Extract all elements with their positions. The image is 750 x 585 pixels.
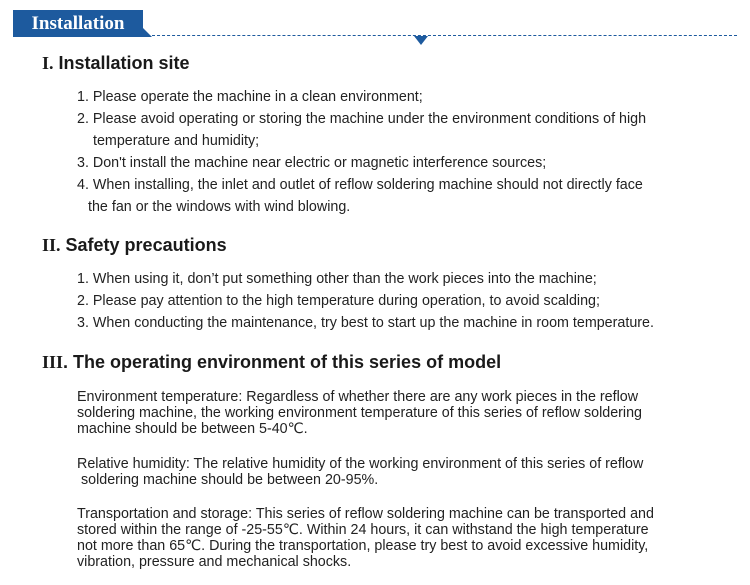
- section-header-bar: [0, 0, 750, 48]
- list-item: 3. Don't install the machine near electric or magnetic interference sources;: [77, 155, 547, 171]
- section-title-operating-environment: [42, 352, 501, 373]
- section-title-installation-site: [42, 53, 190, 74]
- installation-site-list: [77, 86, 646, 218]
- section-title-text: Installation site: [58, 53, 190, 73]
- section-number: I.: [42, 53, 54, 73]
- safety-precautions-list: [77, 268, 654, 334]
- relative-humidity-paragraph: Relative humidity: The relative humidity of the working environment of this series of reflow soldering machine should be between 20-95%.: [77, 456, 644, 488]
- installation-tab: Installation: [13, 10, 143, 37]
- tab-corner-decoration: [143, 28, 152, 37]
- section-title-text: Safety precautions: [65, 235, 227, 255]
- dashed-divider: [152, 35, 737, 36]
- list-item: 1. Please operate the machine in a clean environment;: [77, 89, 423, 105]
- list-item: 2. Please avoid operating or storing the machine under the environment conditions of high temperature and humidity;: [77, 111, 647, 149]
- section-number: III: [42, 352, 64, 372]
- transportation-storage-paragraph: Transportation and storage: This series of reflow soldering machine can be transported and stored within the range of -25-55℃. Within 24 hours, it can withstand the high temperature not more than 65℃. During the transportation, please try best to avoid excessive humidity, vibration, pressure and mechanical shocks.: [77, 506, 654, 570]
- section-title-text: . The operating environment of this series of model: [63, 352, 502, 372]
- section-title-safety-precautions: [42, 235, 227, 256]
- list-item: 1. When using it, don’t put something other than the work pieces into the machine;: [77, 271, 597, 287]
- environment-temperature-paragraph: Environment temperature: Regardless of whether there are any work pieces in the reflow soldering machine, the working environment temperature of this series of reflow soldering machine should be between 5-40℃.: [77, 389, 643, 437]
- triangle-pointer-icon: [414, 36, 428, 45]
- list-item: 4. When installing, the inlet and outlet of reflow soldering machine should not directly face the fan or the windows with wind blowing.: [77, 177, 643, 215]
- section-number: II.: [42, 235, 61, 255]
- list-item: 3. When conducting the maintenance, try best to start up the machine in room temperature.: [77, 315, 654, 331]
- list-item: 2. Please pay attention to the high temperature during operation, to avoid scalding;: [77, 293, 600, 309]
